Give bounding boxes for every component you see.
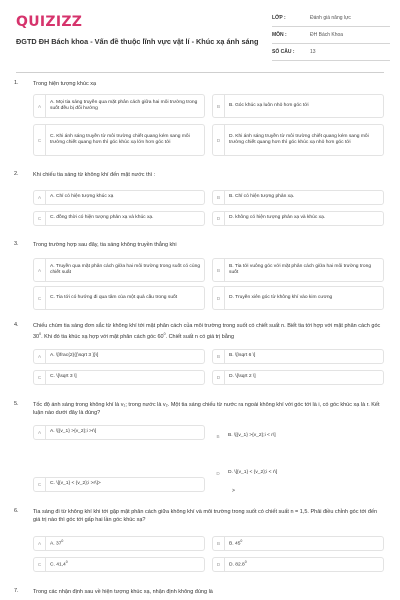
option-4d[interactable] (212, 370, 384, 385)
option-4b[interactable] (212, 349, 384, 364)
option-letter: C (34, 212, 46, 225)
question-text-part: . Khi đó tia khúc xạ hợp với mặt phân cách góc 60 (41, 333, 164, 340)
degree-sup: 0 (39, 332, 42, 336)
option-letter: C (34, 287, 46, 309)
option-text: D. \[\sqrt 2 \] (229, 374, 256, 380)
option-text: D. Truyền xiên góc từ không khí vào kim cương (229, 294, 333, 300)
question-number: 1. (14, 80, 19, 86)
question-number: 3. (14, 241, 19, 247)
option-text: B. Chỉ có hiện tượng phản xạ. (229, 194, 295, 200)
degree-sup: 0 (163, 332, 166, 336)
option-text: A. \[{v_1} >{v_2};i >r\] (50, 429, 97, 435)
header-divider (16, 72, 384, 73)
option-letter: C (34, 478, 46, 491)
option-letter: B (213, 350, 225, 363)
question-text: Trong trường hợp sau đây, tia sáng không truyền thẳng khi (33, 242, 177, 248)
question-text-part: Chiếu chùm tia sáng đơn sắc từ không khí tới mặt phân cách của môi trường trong suốt có chiết suất n. Biết tia tới hợp với mặt phân cách góc 30 (33, 323, 381, 340)
option-letter: D (213, 371, 225, 384)
option-letter: B (213, 537, 225, 550)
option-text: C. Khi ánh sáng truyền từ môi trường chiết quang kém sang môi trường chiết quang hơn thì góc khúc xạ lớn hơn góc tới (50, 133, 190, 145)
option-5d[interactable] (212, 468, 384, 478)
option-4c[interactable] (33, 370, 205, 385)
option-letter: B (213, 191, 225, 204)
question-text: Tốc độ ánh sáng trong không khí là v₁; trong nước là v₂. Một tia sáng chiếu từ nước ra ngoài không khí với góc tới là i, có góc khúc xạ là r. Kết luận nào dưới đây là đúng? (33, 402, 380, 416)
option-letter: B (213, 259, 225, 281)
option-text: B. Tia tới vuông góc với mặt phân cách giữa hai môi trường trong suốt (229, 263, 372, 275)
question-number: 7. (14, 588, 19, 594)
option-6d[interactable] (212, 557, 384, 572)
worksheet-title: ĐGTD ĐH Bách khoa - Vấn đề thuộc lĩnh vực vật lí - Khúc xạ ánh sáng (16, 37, 259, 46)
option-5b[interactable] (212, 431, 384, 441)
option-letter: A (34, 95, 46, 117)
option-text: A. \[\frac{2}{{\sqrt 3 }}\] (50, 353, 99, 359)
option-letter: C (34, 125, 46, 155)
option-value: B. 45 (229, 542, 241, 548)
option-text (225, 559, 250, 569)
option-3d[interactable] (212, 286, 384, 310)
option-text: C. đồng thời có hiện tượng phản xạ và khúc xạ. (50, 215, 154, 221)
option-text (225, 538, 245, 548)
option-letter: A (34, 537, 46, 550)
option-letter: B (213, 95, 225, 117)
option-6b[interactable] (212, 536, 384, 551)
option-text: B. Góc khúc xạ luôn nhỏ hơn góc tới (229, 102, 309, 108)
option-value: A. 37 (50, 542, 62, 548)
option-letter: D (213, 558, 225, 571)
degree-sup: 0 (240, 539, 243, 544)
option-text: B. \[\sqrt 6 \] (229, 353, 256, 359)
option-letter: D (213, 287, 225, 309)
option-2c[interactable] (33, 211, 205, 226)
meta-table (272, 10, 390, 61)
option-value: D. 82.8 (229, 563, 245, 569)
option-text: C. Tia tới có hướng đi qua tâm của một quả cầu trong suốt (50, 294, 178, 300)
option-text (46, 538, 66, 548)
meta-key: MÔN : (272, 32, 287, 38)
option-text: D. Khi ánh sáng truyền từ môi trường chiết quang kém sang môi trường chiết quang hơn thì góc khúc xạ nhỏ hơn góc tới (229, 133, 369, 145)
option-2d[interactable] (212, 211, 384, 226)
question-text-part: . Chiết suất n có giá trị bằng (165, 333, 234, 340)
option-text: A. Mọi tia sáng truyền qua mặt phân cách giữa hai môi trường trong suốt đều bị đổi hướng (50, 99, 198, 111)
degree-sup: 0 (65, 560, 68, 565)
option-4a[interactable] (33, 349, 205, 364)
option-1d[interactable] (212, 124, 384, 156)
option-text: A. Truyền qua mặt phân cách giữa hai môi trường trong suốt có cùng chiết suất (50, 263, 201, 275)
option-5c[interactable] (33, 477, 205, 492)
meta-value: Đánh giá năng lực (310, 15, 351, 21)
option-text: C. \[{v_1} < {v_2};i >r\]> (50, 481, 101, 487)
question-text: Trong các nhận định sau về hiện tượng khúc xạ, nhận định không đúng là (33, 589, 213, 595)
quizizz-logo: QUIZIZZ (16, 14, 83, 30)
option-text: B. \[{v_1} >{v_2};i < r\] (228, 432, 276, 438)
option-letter: D (216, 470, 220, 476)
option-text: C. \[\sqrt 3 \] (50, 374, 77, 380)
meta-value: ĐH Bách Khoa (310, 32, 344, 38)
option-text (46, 559, 71, 569)
meta-key: SỐ CÂU : (272, 49, 295, 55)
meta-row-subject (272, 27, 390, 44)
meta-key: LỚP : (272, 15, 286, 21)
degree-sup: 0 (61, 539, 64, 544)
option-2a[interactable] (33, 190, 205, 205)
option-2b[interactable] (212, 190, 384, 205)
option-1b[interactable] (212, 94, 384, 118)
meta-row-class (272, 10, 390, 27)
option-letter: A (34, 426, 46, 439)
worksheet-header (0, 0, 400, 70)
option-letter: A (34, 350, 46, 363)
option-letter: A (34, 191, 46, 204)
option-1c[interactable] (33, 124, 205, 156)
question-text: Trong hiện tượng khúc xạ (33, 81, 97, 87)
question-text: Khi chiếu tia sáng từ không khí đến mặt nước thì : (33, 172, 156, 178)
option-letter: D (213, 212, 225, 225)
option-letter: C (34, 558, 46, 571)
question-number: 5. (14, 401, 19, 407)
option-letter: A (34, 259, 46, 281)
option-5a[interactable] (33, 425, 205, 440)
option-letter: D (213, 125, 225, 155)
option-text: D. không có hiện tượng phản xạ và khúc xạ. (229, 215, 326, 221)
meta-row-count (272, 44, 390, 61)
degree-sup: 0 (244, 560, 247, 565)
option-6c[interactable] (33, 557, 205, 572)
option-3c[interactable] (33, 286, 205, 310)
trailing-mark: > (232, 488, 235, 494)
question-number: 2. (14, 171, 19, 177)
question-number: 4. (14, 322, 19, 328)
option-1a[interactable] (33, 94, 205, 118)
option-text: A. Chỉ có hiện tượng khúc xạ (50, 194, 114, 200)
question-number: 6. (14, 508, 19, 514)
option-letter: C (34, 371, 46, 384)
option-3a[interactable] (33, 258, 205, 282)
option-text: D. \[{v_1} < {v_2};i < r\] (228, 469, 278, 475)
option-value: C. 41,4 (50, 563, 66, 569)
option-letter: B (216, 433, 220, 439)
option-6a[interactable] (33, 536, 205, 551)
question-text: Tia sáng đi từ không khí khi tới gặp mặt phân cách giữa không khí và môi trường trong suốt có chiết suất n = 1,5. Phải điều chỉnh góc tới đến giá trị nào thì góc tới gấp hai lần góc khúc xạ? (33, 509, 378, 523)
question-text (33, 322, 383, 341)
option-3b[interactable] (212, 258, 384, 282)
meta-value: 13 (310, 49, 316, 55)
